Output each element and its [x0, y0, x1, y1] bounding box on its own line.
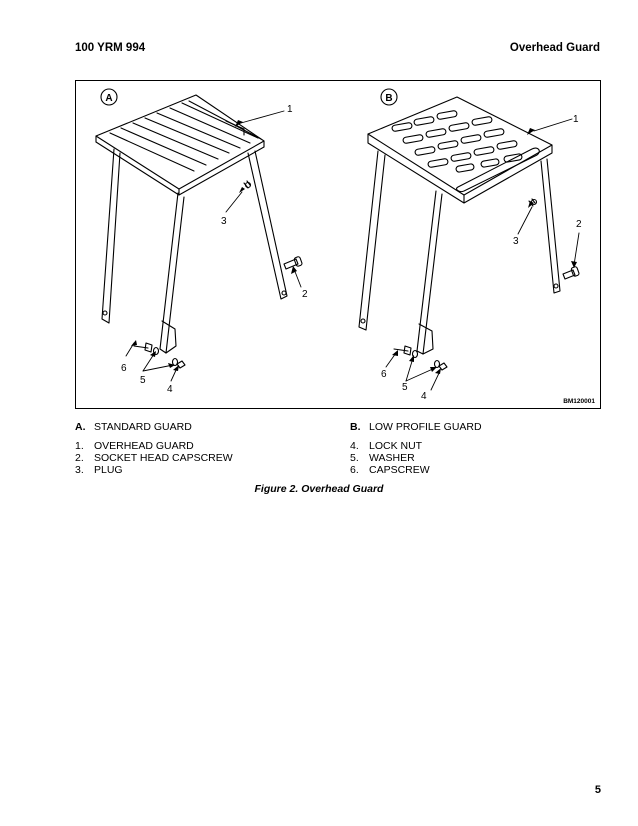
legend-text-b: LOW PROFILE GUARD — [369, 421, 482, 433]
legend-view-b — [350, 421, 482, 433]
legend-item-number: 2. — [75, 452, 84, 464]
header-section-title: Overhead Guard — [509, 42, 600, 54]
callout-a-2: 2 — [302, 289, 308, 300]
figure-id: BM120001 — [563, 398, 595, 405]
guard-slat — [121, 128, 206, 165]
guard-plate-slots — [392, 110, 540, 191]
guard-frame — [96, 95, 264, 189]
legend-text-a: STANDARD GUARD — [94, 421, 192, 433]
legend-item-number: 1. — [75, 440, 84, 452]
legend-key-b: B. — [350, 421, 361, 433]
legend-list-left — [75, 440, 233, 476]
guard-plate — [368, 97, 552, 195]
legend-item-text: SOCKET HEAD CAPSCREW — [94, 452, 233, 464]
header-doc-number: 100 YRM 994 — [75, 42, 146, 54]
legend-item — [350, 464, 430, 476]
guard-slat — [170, 108, 250, 143]
legend-item — [75, 440, 233, 452]
legend-item — [75, 452, 233, 464]
guard-slat — [145, 118, 229, 153]
view-a-badge — [101, 89, 117, 105]
callout-b-3: 3 — [513, 236, 519, 247]
callout-b-1: 1 — [573, 114, 579, 125]
figure-frame — [75, 80, 601, 409]
callout-b-5: 5 — [402, 382, 408, 393]
guard-frame-lower-edge — [96, 142, 264, 195]
legend-item-number: 3. — [75, 464, 84, 476]
page-number: 5 — [594, 784, 601, 796]
callout-a-1: 1 — [287, 104, 293, 115]
guard-leg-front-left — [102, 149, 120, 323]
guard-leg-front-right — [160, 193, 184, 353]
callout-a-6: 6 — [121, 363, 127, 374]
view-a-label: A — [105, 93, 113, 104]
legend-item-number: 4. — [350, 440, 359, 452]
legend-item — [350, 440, 430, 452]
callout-a-3: 3 — [221, 216, 227, 227]
callout-b-4: 4 — [421, 391, 427, 402]
guard-slat — [157, 113, 240, 148]
legend-item-number: 5. — [350, 452, 359, 464]
guard-leg-front-left — [359, 151, 385, 330]
legend-view-a — [75, 421, 192, 433]
standard-guard-drawing — [96, 95, 303, 368]
guard-leg-rear — [541, 159, 560, 293]
leader-lines-a — [126, 111, 301, 381]
callout-a-4: 4 — [167, 384, 173, 395]
legend-item-number: 6. — [350, 464, 359, 476]
view-b-label: B — [385, 93, 393, 104]
callout-b-6: 6 — [381, 369, 387, 380]
legend-item-text: CAPSCREW — [369, 464, 430, 476]
legend-item — [350, 452, 430, 464]
legend-item-text: OVERHEAD GUARD — [94, 440, 194, 452]
overhead-guard-illustration — [76, 81, 602, 410]
legend-item — [75, 464, 233, 476]
guard-slat — [182, 103, 258, 138]
view-b-badge — [381, 89, 397, 105]
legend-list-right — [350, 440, 430, 476]
legend-item-text: LOCK NUT — [369, 440, 423, 452]
legend-key-a: A. — [75, 421, 86, 433]
figure-caption: Figure 2. Overhead Guard — [254, 483, 384, 495]
guard-leg-rear — [248, 151, 287, 299]
legend-item-text: PLUG — [94, 464, 123, 476]
callout-a-5: 5 — [140, 375, 146, 386]
legend-item-text: WASHER — [369, 452, 415, 464]
guard-slat — [133, 123, 218, 159]
guard-slat — [110, 133, 194, 171]
callout-b-2: 2 — [576, 219, 582, 230]
low-profile-guard-drawing — [359, 97, 580, 370]
